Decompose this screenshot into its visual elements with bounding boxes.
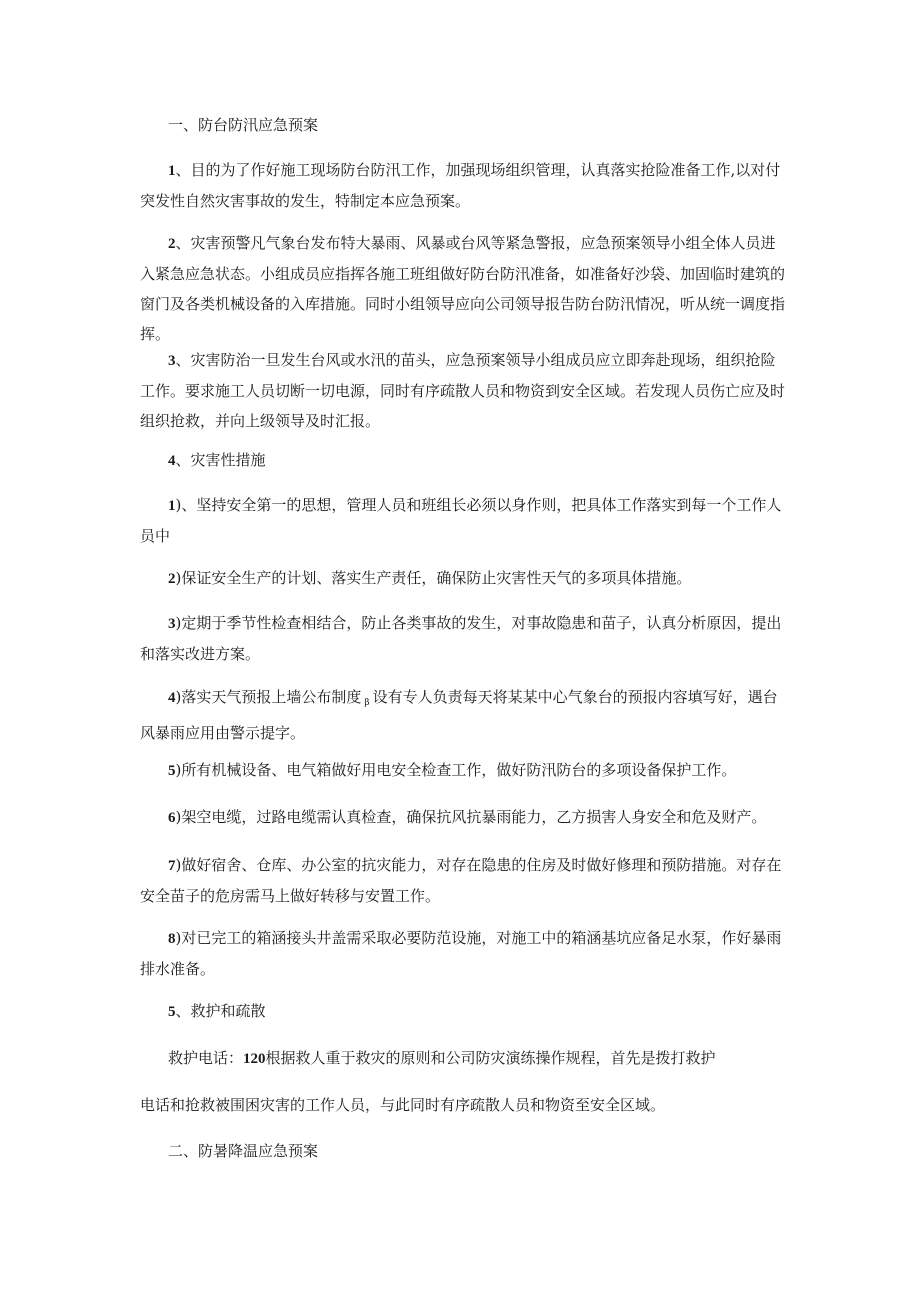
paragraph-5-heading: 5、救护和疏散 <box>168 1002 266 1020</box>
paragraph-4-heading: 4、灾害性措施 <box>168 451 266 469</box>
measure-item-3: 3)定期于季节性检查相结合，防止各类事故的发生，对事故隐患和苗子，认真分析原因，提出和落实改进方案。 <box>140 614 782 663</box>
measure-item-1: 1)、坚持安全第一的思想，管理人员和班组长必须以身作则，把具体工作落实到每一个工作人员中 <box>140 496 782 545</box>
rescue-line-2: 电话和抢救被围困灾害的工作人员，与此同时有序疏散人员和物资至安全区域。 <box>140 1096 666 1114</box>
beta-mark: β <box>364 698 370 708</box>
measure-item-8: 8)对已完工的箱涵接头井盖需采取必要防范设施，对施工中的箱涵基坑应备足水泵，作好暴雨排水准备。 <box>140 929 782 978</box>
paragraph-3: 3、灾害防治一旦发生台风或水汛的苗头，应急预案领导小组成员应立即奔赴现场，组织抢险工作。要求施工人员切断一切电源，同时有序疏散人员和物资到安全区域。若发现人员伤亡应及时组织抢救，并向上级领导及时汇报。 <box>140 351 786 430</box>
measure-item-4: 4)落实天气预报上墙公布制度 $_\beta$ 设有专人负责每天将某某中心气象台的预报内容填写好，遇台风暴雨应用由警示提字。 <box>140 688 778 742</box>
measure-item-2: 2)保证安全生产的计划、落实生产责任，确保防止灾害性天气的多项具体措施。 <box>168 569 692 587</box>
paragraph-1: 1、目的为了作好施工现场防台防汛工作，加强现场组织管理，认真落实抢险准备工作,以对付突发性自然灾害事故的发生，特制定本应急预案。 <box>140 161 781 210</box>
section-heading-1: 一、防台防汛应急预案 <box>168 116 319 134</box>
section-heading-2: 二、防暑降温应急预案 <box>168 1142 319 1160</box>
measure-item-5: 5)所有机械设备、电气箱做好用电安全检查工作，做好防汛防台的多项设备保护工作。 <box>168 761 737 779</box>
paragraph-2: 2、灾害预警凡气象台发布特大暴雨、风暴或台风等紧急警报，应急预案领导小组全体人员进入紧急应急状态。小组成员应指挥各施工班组做好防台防汛准备，如准备好沙袋、加固临时建筑的窗门及各类机械设备的入库措施。同时小组领导应向公司领导报告防台防汛情况，听从统一调度指挥。 <box>140 234 786 343</box>
measure-item-7: 7)做好宿舍、仓库、办公室的抗灾能力，对存在隐患的住房及时做好修理和预防措施。对存在安全苗子的危房需马上做好转移与安置工作。 <box>140 856 782 905</box>
measure-item-6: 6)架空电缆，过路电缆需认真检查，确保抗风抗暴雨能力，乙方损害人身安全和危及财产。 <box>168 808 767 826</box>
rescue-line-1: 救护电话：120根据救人重于救灾的原则和公司防灾演练操作规程，首先是拨打救护 <box>168 1049 716 1067</box>
